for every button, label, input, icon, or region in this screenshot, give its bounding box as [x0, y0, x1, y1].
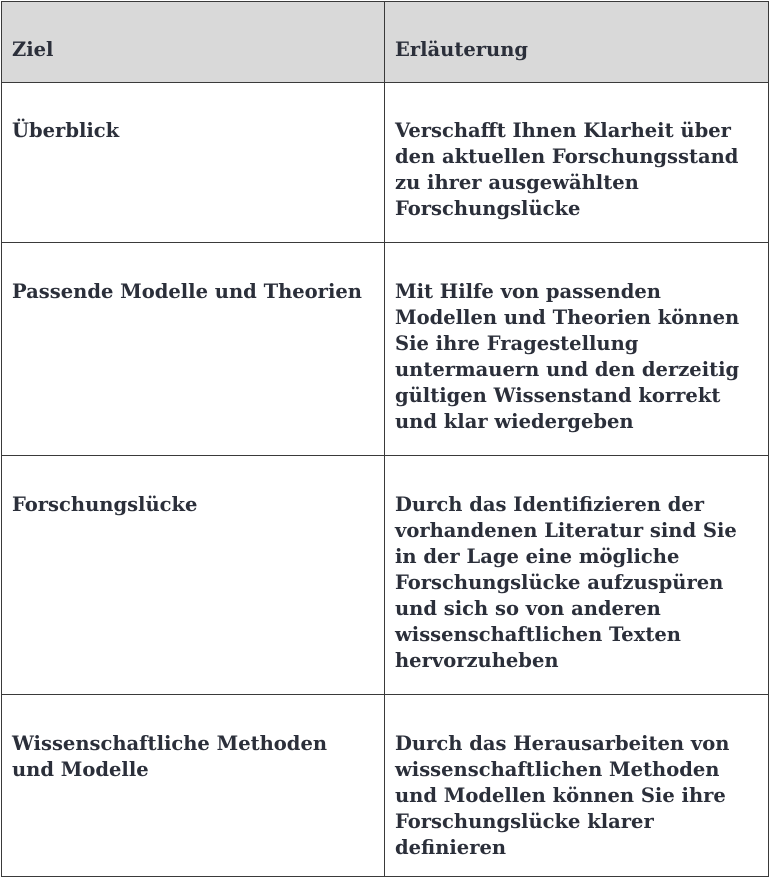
table-row — [2, 456, 769, 695]
table-header-row — [2, 2, 769, 83]
table-row — [2, 695, 769, 877]
header-goal: Ziel — [2, 2, 385, 83]
explanation-cell: Mit Hilfe von passenden Modellen und Theorien können Sie ihre Fragestellung untermauern und den derzeitig gültigen Wissenstand korrekt und klar wiedergeben — [385, 243, 769, 456]
header-explanation: Erläuterung — [385, 2, 769, 83]
explanation-cell: Durch das Herausarbeiten von wissenschaftlichen Methoden und Modellen können Sie ihre Forschungslücke klarer definieren — [385, 695, 769, 877]
goal-cell: Überblick — [2, 83, 385, 243]
table-row — [2, 83, 769, 243]
explanation-cell: Verschafft Ihnen Klarheit über den aktuellen Forschungsstand zu ihrer ausgewählten Forschungslücke — [385, 83, 769, 243]
table-row — [2, 243, 769, 456]
goal-cell: Passende Modelle und Theorien — [2, 243, 385, 456]
goals-table — [1, 1, 769, 877]
goal-cell: Wissenschaftliche Methoden und Modelle — [2, 695, 385, 877]
explanation-cell: Durch das Identifizieren der vorhandenen Literatur sind Sie in der Lage eine mögliche Forschungslücke aufzuspüren und sich so von anderen wissenschaftlichen Texten hervorzuheben — [385, 456, 769, 695]
goal-cell: Forschungslücke — [2, 456, 385, 695]
